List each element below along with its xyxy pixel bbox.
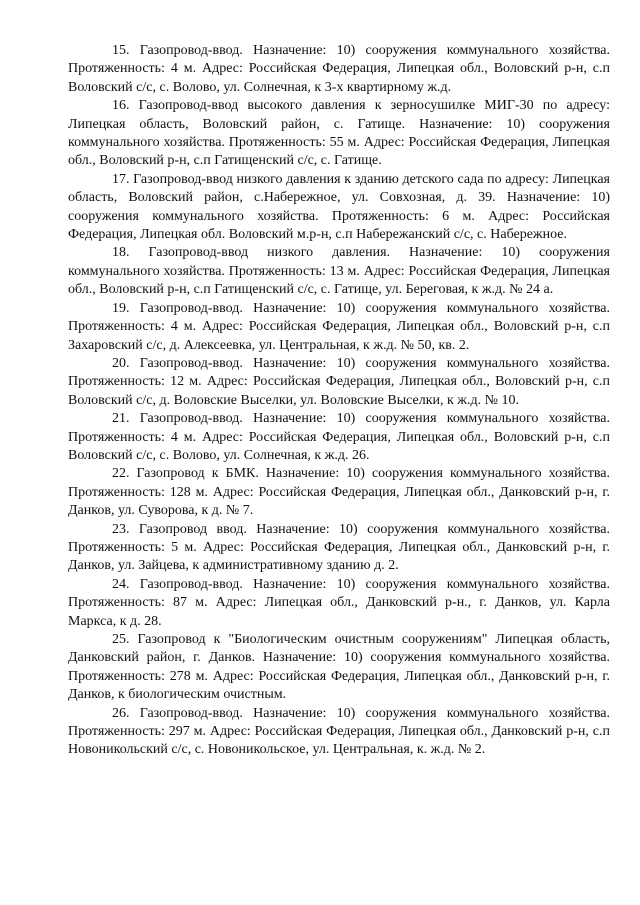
list-item: 19. Газопровод-ввод. Назначение: 10) сооружения коммунального хозяйства. Протяженность: 4 м. Адрес: Российская Федерация, Липецкая обл., Воловский р-н, с.п Захаровский с/с, д. Алексеевка, ул. Центральная, к ж.д. № 50, кв. 2. bbox=[68, 300, 610, 353]
list-item: 15. Газопровод-ввод. Назначение: 10) сооружения коммунального хозяйства. Протяженность: 4 м. Адрес: Российская Федерация, Липецкая обл., Воловский р-н, с.п Воловский с/с, с. Волово, ул. Солнечная, к 3-х квартирному ж.д. bbox=[68, 43, 610, 95]
list-item: 26. Газопровод-ввод. Назначение: 10) сооружения коммунального хозяйства. Протяженность: 297 м. Адрес: Российская Федерация, Липецкая обл., Данковский р-н, с.п Новоникольский с/с, с. Новоникольское, ул. Центральная, к. ж.д. № 2. bbox=[68, 705, 610, 758]
list-item: 16. Газопровод-ввод высокого давления к зерносушилке МИГ-30 по адресу: Липецкая область, Воловский район, с. Гатище. Назначение: 10) сооружения коммунального хозяйства. Протяженность: 55 м. Адрес: Российская Федерация, Липецкая обл., Воловский р-н, с.п Гатищенский с/с, с. Гатище. bbox=[68, 98, 610, 169]
list-item: 17. Газопровод-ввод низкого давления к зданию детского сада по адресу: Липецкая область, Воловский район, с.Набережное, ул. Совхозная, д. 39. Назначение: 10) сооружения коммунального хозяйства. Протяженность: 6 м. Адрес: Российская Федерация, Липецкая обл. Воловский м.р-н, с.п Набережанский с/с, с. Набережное. bbox=[68, 171, 610, 243]
list-item: 24. Газопровод-ввод. Назначение: 10) сооружения коммунального хозяйства. Протяженность: 87 м. Адрес: Липецкая обл., Данковский р-н., г. Данков, ул. Карла Маркса, к д. 28. bbox=[68, 576, 610, 629]
list-item: 18. Газопровод-ввод низкого давления. Назначение: 10) сооружения коммунального хозяйства. Протяженность: 13 м. Адрес: Российская Федерация, Липецкая обл., Воловский р-н, с.п Гатищенский с/с, с. Гатище, ул. Береговая, к ж.д. № 24 а. bbox=[68, 245, 610, 298]
document-page bbox=[68, 42, 610, 760]
list-item: 22. Газопровод к БМК. Назначение: 10) сооружения коммунального хозяйства. Протяженность: 128 м. Адрес: Российская Федерация, Липецкая обл., Данковский р-н, г. Данков, ул. Суворова, к д. № 7. bbox=[68, 466, 610, 519]
list-item: 25. Газопровод к "Биологическим очистным сооружениям" Липецкая область, Данковский район, г. Данков. Назначение: 10) сооружения коммунального хозяйства. Протяженность: 278 м. Адрес: Российская Федерация, Липецкая обл., Данковский р-н, г. Данков, к биологическим очистным. bbox=[68, 632, 610, 703]
list-item: 20. Газопровод-ввод. Назначение: 10) сооружения коммунального хозяйства. Протяженность: 12 м. Адрес: Российская Федерация, Липецкая обл., Воловский р-н, с.п Воловский с/с, д. Воловские Выселки, ул. Воловские Выселки, к ж.д. № 10. bbox=[68, 355, 610, 408]
list-item: 23. Газопровод ввод. Назначение: 10) сооружения коммунального хозяйства. Протяженность: 5 м. Адрес: Российская Федерация, Липецкая обл., Данковский р-н, г. Данков, ул. Зайцева, к административному зданию д. 2. bbox=[68, 521, 610, 574]
list-item: 21. Газопровод-ввод. Назначение: 10) сооружения коммунального хозяйства. Протяженность: 4 м. Адрес: Российская Федерация, Липецкая обл., Воловский р-н, с.п Воловский с/с, с. Волово, ул. Солнечная, к ж.д. 26. bbox=[68, 411, 610, 463]
